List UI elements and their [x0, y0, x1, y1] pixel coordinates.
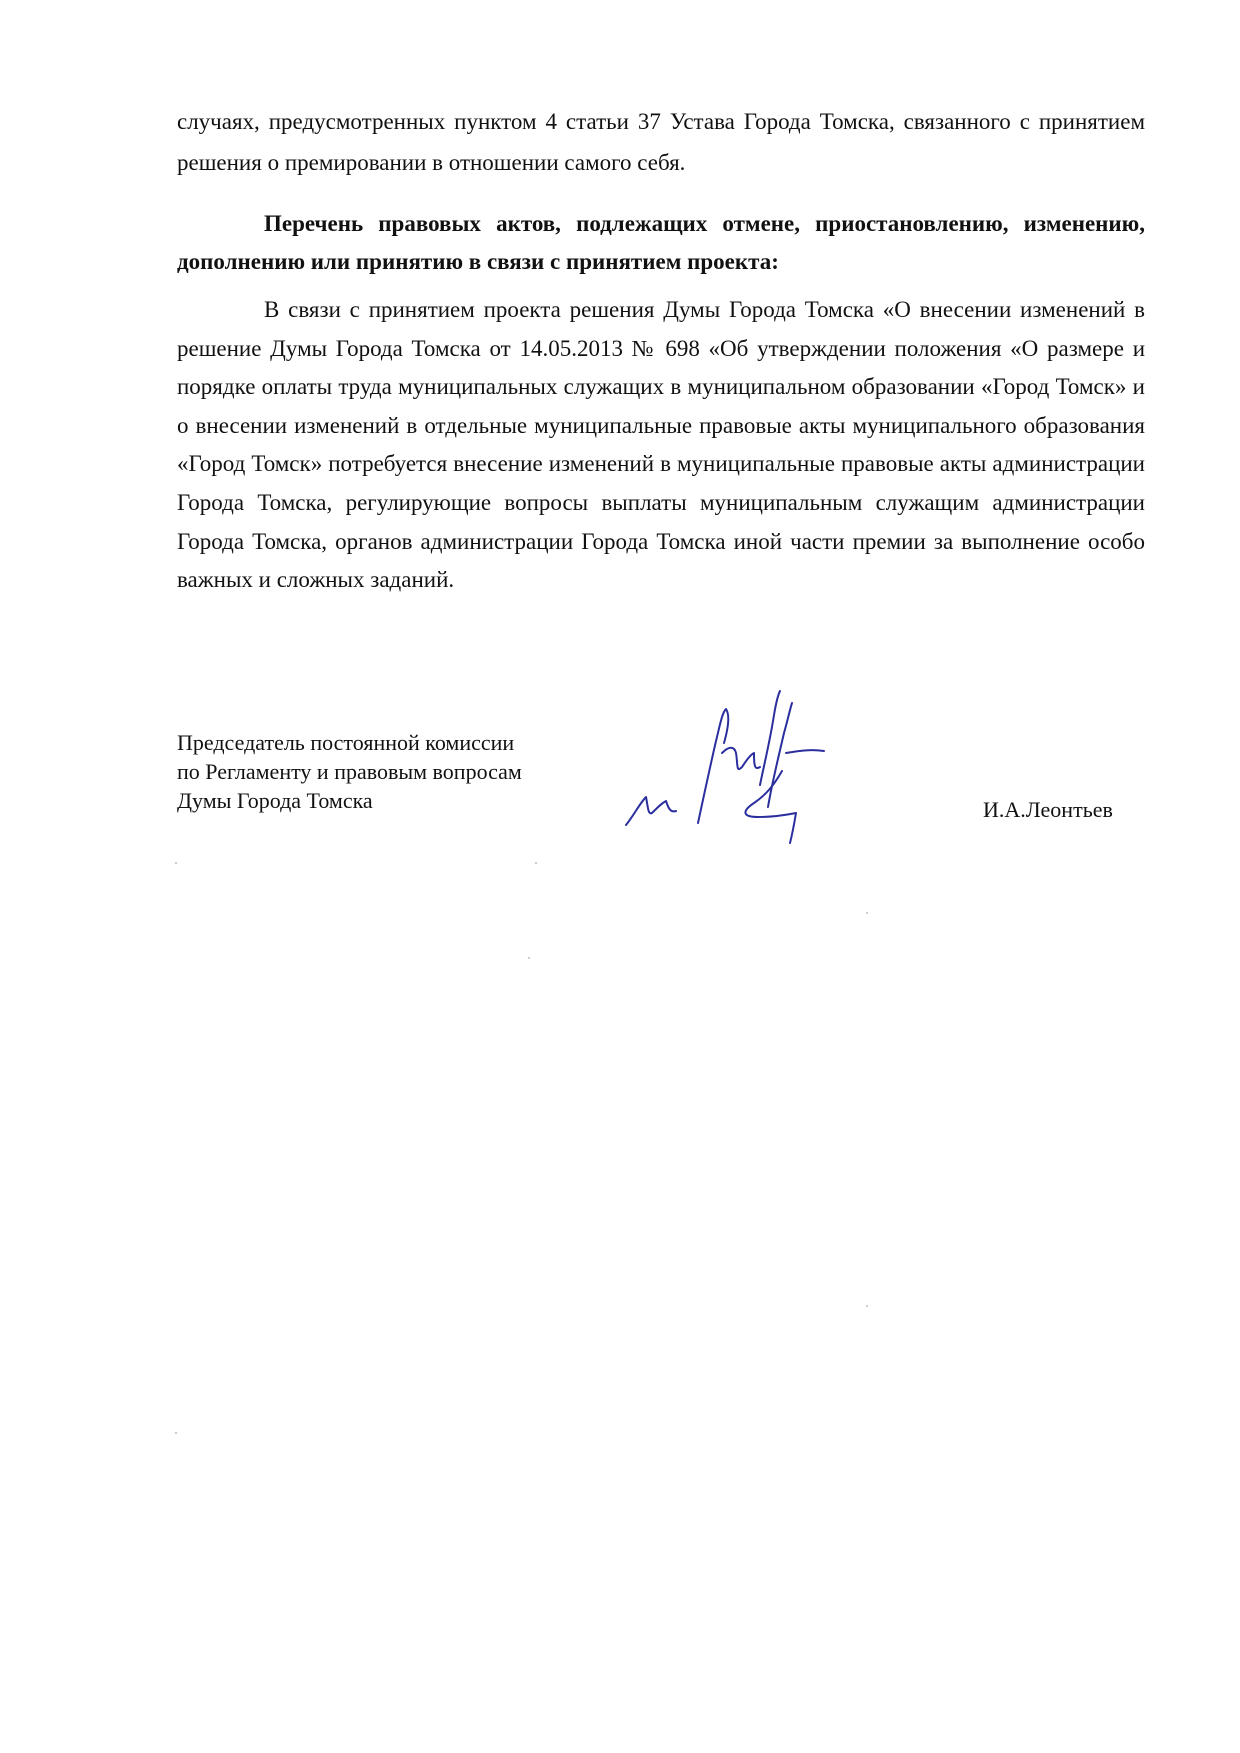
signatory-title-line-3: Думы Города Томска: [177, 788, 373, 813]
signature-stroke: [768, 703, 792, 807]
signature-stroke: [626, 797, 676, 825]
section-heading: Перечень правовых актов, подлежащих отмене, приостановлению, изменению, дополнению или принятию в связи с принятием проекта:: [177, 211, 1145, 274]
handwritten-signature: [618, 675, 848, 855]
scan-speck: [866, 1305, 868, 1307]
scan-speck: [535, 862, 537, 864]
signature-stroke: [745, 771, 796, 843]
signatory-title-line-2: по Регламенту и правовым вопросам: [177, 759, 522, 784]
signatory-name: И.А.Леонтьев: [983, 797, 1113, 822]
signature-stroke: [698, 709, 728, 823]
scan-speck: [866, 912, 868, 914]
signature-stroke: [722, 748, 760, 769]
signature-stroke: [760, 691, 780, 785]
signature-stroke: [786, 750, 824, 753]
scan-speck: [175, 1432, 177, 1434]
signatory-title-line-1: Председатель постоянной комиссии: [177, 730, 515, 755]
scan-speck: [175, 862, 177, 864]
scan-speck: [528, 957, 530, 959]
intro-paragraph: случаях, предусмотренных пунктом 4 статьи 37 Устава Города Томска, связанного с принятием решения о премировании в отношении самого себя.: [177, 109, 1145, 175]
body-paragraph: В связи с принятием проекта решения Думы Города Томска «О внесении изменений в решение Думы Города Томска от 14.05.2013 № 698 «Об утверждении положения «О размере и порядке оплаты труда муниципальных служащих в муниципальном образовании «Город Томск» и о внесении изменений в отдельные муниципальные правовые акты муниципального образования «Город Томск» потребуется внесение изменений в муниципальные правовые акты администрации Города Томска, регулирующие вопросы выплаты муниципальным служащим администрации Города Томска, органов администрации Города Томска иной части премии за выполнение особо важных и сложных заданий.: [177, 297, 1145, 593]
signatory-title: [177, 728, 522, 815]
